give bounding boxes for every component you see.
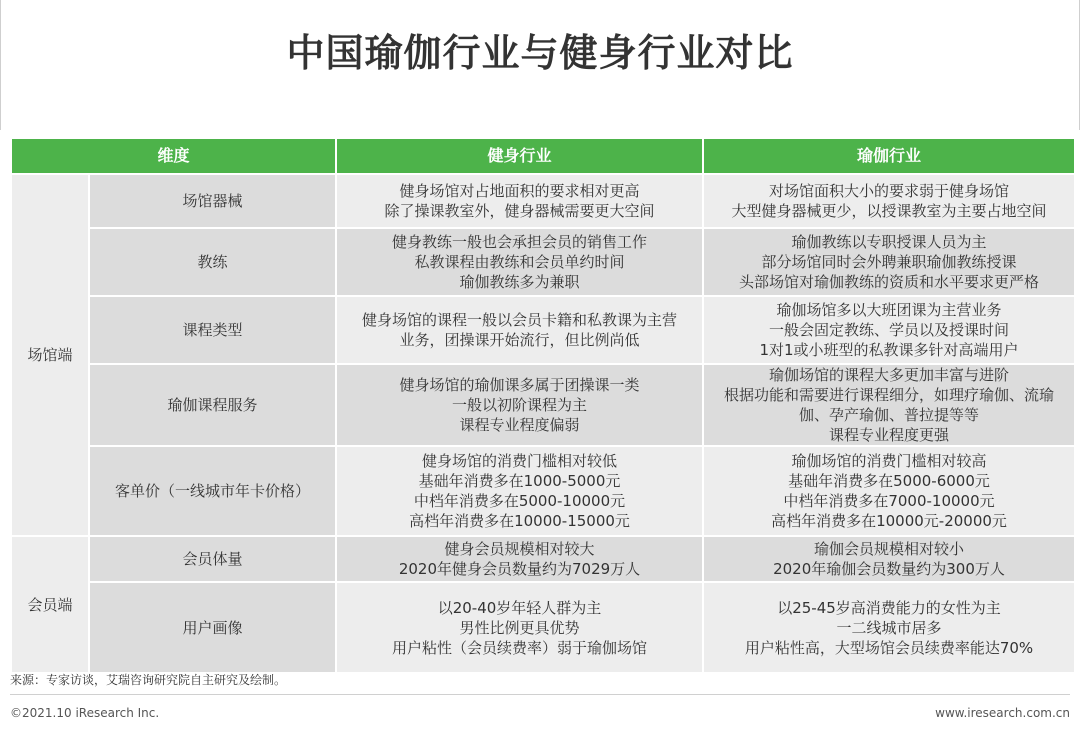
text-line: 部分场馆同时会外聘兼职瑜伽教练授课 [761, 253, 1017, 271]
header-dimension: 维度 [12, 139, 335, 173]
text-line: 2020年瑜伽会员数量约为300万人 [773, 560, 1005, 578]
text-line: 1对1或小班型的私教课多针对高端用户 [759, 341, 1019, 359]
text-line: 基础年消费多在5000-6000元 [788, 472, 990, 490]
group-venue: 场馆端 [12, 175, 88, 535]
text-line: 健身场馆对占地面积的要求相对更高 [399, 182, 640, 200]
text-line: 以25-45岁高消费能力的女性为主 [777, 598, 1001, 617]
text-line: 一般以初阶课程为主 [451, 396, 587, 414]
fitness-cell [337, 583, 702, 672]
fitness-cell [337, 229, 702, 295]
dimension-cell: 课程类型 [90, 297, 335, 363]
text-line: 健身场馆的课程一般以会员卡籍和私教课为主营 [361, 311, 677, 329]
text-line: 2020年健身会员数量约为7029万人 [398, 560, 641, 578]
fitness-cell [337, 537, 702, 581]
yoga-cell [704, 365, 1074, 445]
fitness-cell [337, 365, 702, 445]
dimension-cell: 用户画像 [90, 583, 335, 672]
text-line: 高档年消费多在10000-15000元 [409, 512, 630, 530]
text-line: 除了操课教室外，健身器械需要更大空间 [384, 202, 655, 220]
text-line: 伽、孕产瑜伽、普拉提等等 [798, 406, 979, 424]
text-line: 用户粘性（会员续费率）弱于瑜伽场馆 [391, 638, 647, 657]
text-line: 大型健身器械更少，以授课教室为主要占地空间 [731, 202, 1047, 220]
text-line: 瑜伽场馆的消费门槛相对较高 [791, 452, 987, 470]
comparison-table [12, 139, 1068, 658]
header-fitness: 健身行业 [337, 139, 702, 173]
page-title: 中国瑜伽行业与健身行业对比 [286, 31, 794, 75]
text-line: 业务，团操课开始流行，但比例尚低 [399, 331, 640, 349]
dimension-cell: 客单价（一线城市年卡价格） [90, 447, 335, 535]
yoga-cell [704, 583, 1074, 672]
text-line: 一二线城市居多 [836, 618, 942, 637]
text-line: 男性比例更具优势 [459, 618, 580, 637]
text-line: 用户粘性高，大型场馆会员续费率能达70% [744, 638, 1034, 657]
fitness-cell [337, 447, 702, 535]
text-line: 瑜伽场馆多以大班团课为主营业务 [776, 301, 1002, 319]
text-line: 高档年消费多在10000元-20000元 [771, 512, 1007, 530]
text-line: 瑜伽教练以专职授课人员为主 [791, 233, 987, 251]
dimension-cell: 瑜伽课程服务 [90, 365, 335, 445]
yoga-cell [704, 175, 1074, 227]
website-link[interactable]: www.iresearch.com.cn [935, 706, 1070, 720]
text-line: 健身场馆的瑜伽课多属于团操课一类 [399, 376, 640, 394]
text-line: 私教课程由教练和会员单约时间 [414, 253, 625, 271]
text-line: 健身会员规模相对较大 [444, 540, 595, 558]
text-line: 健身教练一般也会承担会员的销售工作 [391, 233, 647, 251]
text-line: 健身场馆的消费门槛相对较低 [421, 452, 617, 470]
text-line: 头部场馆对瑜伽教练的资质和水平要求更严格 [738, 273, 1039, 291]
text-line: 以20-40岁年轻人群为主 [437, 598, 602, 617]
text-line: 一般会固定教练、学员以及授课时间 [768, 321, 1009, 339]
group-member: 会员端 [12, 537, 88, 672]
text-line: 瑜伽场馆的课程大多更加丰富与进阶 [768, 366, 1009, 384]
text-line: 瑜伽教练多为兼职 [459, 273, 580, 291]
yoga-cell [704, 229, 1074, 295]
copyright: ©2021.10 iResearch Inc. [10, 706, 160, 720]
text-line: 基础年消费多在1000-5000元 [418, 472, 621, 490]
dimension-cell: 教练 [90, 229, 335, 295]
text-line: 根据功能和需要进行课程细分，如理疗瑜伽、流瑜 [723, 386, 1054, 404]
yoga-cell [704, 297, 1074, 363]
text-line: 课程专业程度偏弱 [459, 416, 580, 434]
text-line: 对场馆面积大小的要求弱于健身场馆 [768, 182, 1009, 200]
text-line: 课程专业程度更强 [828, 426, 949, 444]
fitness-cell [337, 297, 702, 363]
source-note: 来源：专家访谈，艾瑞咨询研究院自主研究及绘制。 [10, 673, 287, 687]
footer-divider [10, 694, 1070, 695]
text-line: 中档年消费多在7000-10000元 [783, 492, 995, 510]
text-line: 瑜伽会员规模相对较小 [813, 540, 964, 558]
yoga-cell [704, 537, 1074, 581]
dimension-cell: 场馆器械 [90, 175, 335, 227]
dimension-cell: 会员体量 [90, 537, 335, 581]
fitness-cell [337, 175, 702, 227]
header-yoga: 瑜伽行业 [704, 139, 1074, 173]
text-line: 中档年消费多在5000-10000元 [413, 492, 626, 510]
yoga-cell [704, 447, 1074, 535]
